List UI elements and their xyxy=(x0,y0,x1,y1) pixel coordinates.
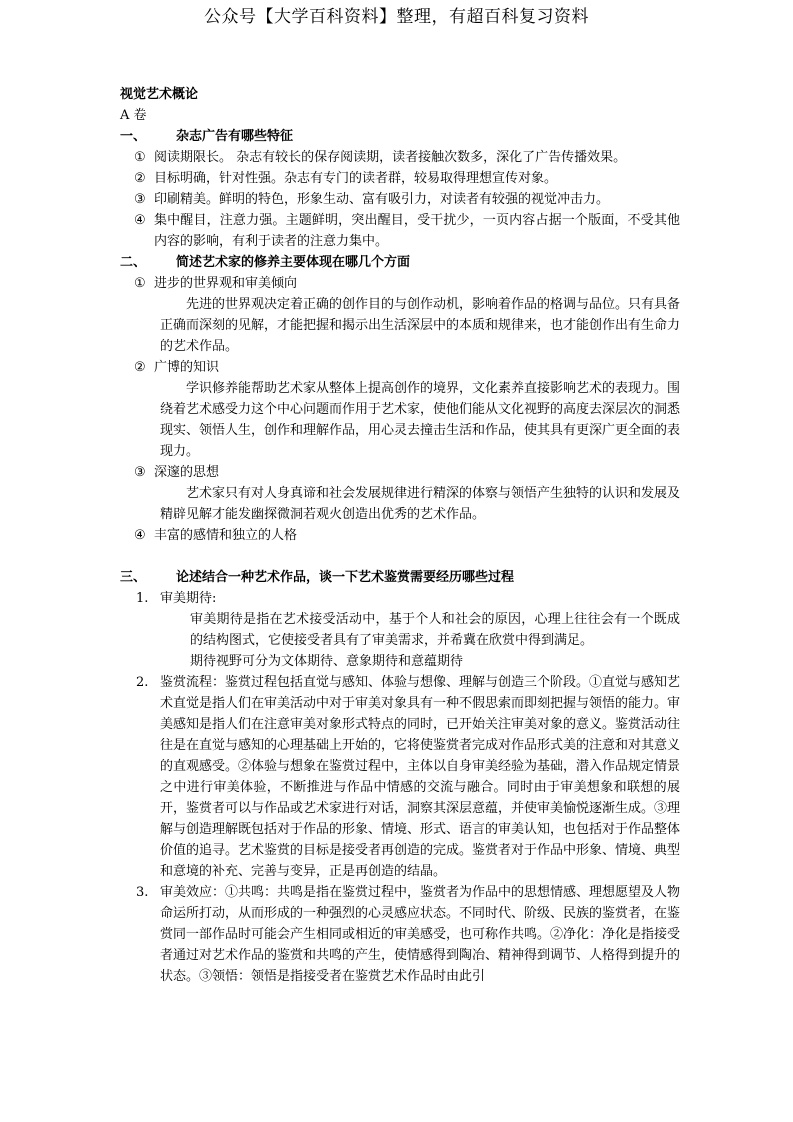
list-marker: ④ xyxy=(134,528,146,543)
list-item xyxy=(120,210,680,252)
list-item xyxy=(120,147,680,168)
list-text: 目标明确，针对性强。杂志有专门的读者群，较易取得理想宣传对象。 xyxy=(154,171,558,186)
section-3-heading xyxy=(120,567,680,588)
list-marker: ③ xyxy=(134,465,146,480)
list-text: 印刷精美。鲜明的特色，形象生动、富有吸引力，对读者有较强的视觉冲击力。 xyxy=(154,192,610,207)
list-item xyxy=(120,672,680,882)
page-header: 公众号【大学百科资料】整理，有超百科复习资料 xyxy=(204,7,589,27)
section-title: 简述艺术家的修养主要体现在哪几个方面 xyxy=(176,255,411,270)
section-number: 三、 xyxy=(120,570,147,585)
list-marker: 2. xyxy=(136,675,149,690)
list-text: 进步的世界观和审美倾向 xyxy=(154,276,298,291)
list-item xyxy=(120,588,680,609)
list-marker: ③ xyxy=(134,192,146,207)
list-text: 丰富的感情和独立的人格 xyxy=(154,528,298,543)
list-item xyxy=(120,168,680,189)
list-marker: ① xyxy=(134,150,146,165)
paragraph: 审美期待是指在艺术接受活动中，基于个人和社会的原因，心理上往往会有一个既成的结构图式，它使接受者具有了审美需求，并希冀在欣赏中得到满足。 xyxy=(190,612,680,648)
list-item xyxy=(120,273,680,294)
list-item xyxy=(120,882,680,987)
list-text: 鉴赏流程：鉴赏过程包括直觉与感知、体验与想像、理解与创造三个阶段。①直觉与感知艺术直觉是指人们在审美活动中对于审美对象具有一种不假思索而即刻把握与领悟的能力。审美感知是指人们在注意审美对象形式特点的同时，已开始关注审美对象的意义。鉴赏活动往往是在直觉与感知的心理基础上开始的，它将使鉴赏者完成对作品形式美的注意和对其意义的直观感受。②体验与想象在鉴赏过程中，主体以自身审美经验为基础，潜入作品规定情景之中进行审美体验，不断推进与作品中情感的交流与融合。同时由于审美想象和联想的展开，鉴赏者可以与作品或艺术家进行对话，洞察其深层意蕴，并使审美愉悦逐渐生成。③理解与创造理解既包括对于作品的形象、情境、形式、语言的审美认知，也包括对于作品整体价值的追寻。艺术鉴赏的目标是接受者再创造的完成。鉴赏者对于作品中形象、情境、典型和意境的补充、完善与变异，正是再创造的结晶。 xyxy=(160,675,681,879)
section-number: 二、 xyxy=(120,255,147,270)
list-item xyxy=(120,525,680,546)
list-marker: 3. xyxy=(136,885,149,900)
paragraph: 先进的世界观决定着正确的创作目的与创作动机，影响着作品的格调与品位。只有具备正确而深刻的见解，才能把握和揭示出生活深层中的本质和规律来，也才能创作出有生命力的艺术作品。 xyxy=(160,297,681,354)
section-number: 一、 xyxy=(120,129,147,144)
list-text: 深邃的思想 xyxy=(154,465,220,480)
section-title: 杂志广告有哪些特征 xyxy=(176,129,294,144)
document-title: 视觉艺术概论 xyxy=(120,87,199,102)
section-title: 论述结合一种艺术作品，谈一下艺术鉴赏需要经历哪些过程 xyxy=(176,570,515,585)
volume-label: A 卷 xyxy=(120,108,147,123)
list-text: 阅读期限长。 杂志有较长的保存阅读期，读者接触次数多，深化了广告传播效果。 xyxy=(154,150,627,165)
paragraph: 艺术家只有对人身真谛和社会发展规律进行精深的体察与领悟产生独特的认识和发展及精辟见解才能发幽探微洞若观火创造出优秀的艺术作品。 xyxy=(160,486,681,522)
list-text: 审美效应：①共鸣：共鸣是指在鉴赏过程中，鉴赏者为作品中的思想情感、理想愿望及人物命运所打动，从而形成的一种强烈的心灵感应状态。不同时代、阶级、民族的鉴赏者，在鉴赏同一部作品时可能会产生相同或相近的审美感受，也可称作共鸣。②净化：净化是指接受者通过对艺术作品的鉴赏和共鸣的产生，使情感得到陶冶、精神得到调节、人格得到提升的状态。③领悟：领悟是指接受者在鉴赏艺术作品时由此引 xyxy=(160,885,681,984)
list-marker: ② xyxy=(134,171,146,186)
list-item xyxy=(120,357,680,378)
list-marker: 1. xyxy=(136,591,149,606)
section-1-heading xyxy=(120,126,680,147)
list-text: 广博的知识 xyxy=(154,360,220,375)
section-2-heading xyxy=(120,252,680,273)
list-text: 审美期待: xyxy=(160,591,217,606)
list-marker: ① xyxy=(134,276,146,291)
paragraph: 期待视野可分为文体期待、意象期待和意蕴期待 xyxy=(190,654,464,669)
paragraph: 学识修养能帮助艺术家从整体上提高创作的境界，文化素养直接影响艺术的表现力。围绕着艺术感受力这个中心问题而作用于艺术家，使他们能从文化视野的高度去深层次的洞悉现实、领悟人生，创作和理解作品，用心灵去撞击生活和作品，使其具有更深广更全面的表现力。 xyxy=(160,381,681,459)
list-item xyxy=(120,462,680,483)
list-text: 集中醒目，注意力强。主题鲜明，突出醒目，受干扰少，一页内容占据一个版面，不受其他内容的影响，有利于读者的注意力集中。 xyxy=(154,213,680,249)
list-item xyxy=(120,189,680,210)
document-body xyxy=(120,84,680,987)
list-marker: ④ xyxy=(134,213,146,228)
list-marker: ② xyxy=(134,360,146,375)
